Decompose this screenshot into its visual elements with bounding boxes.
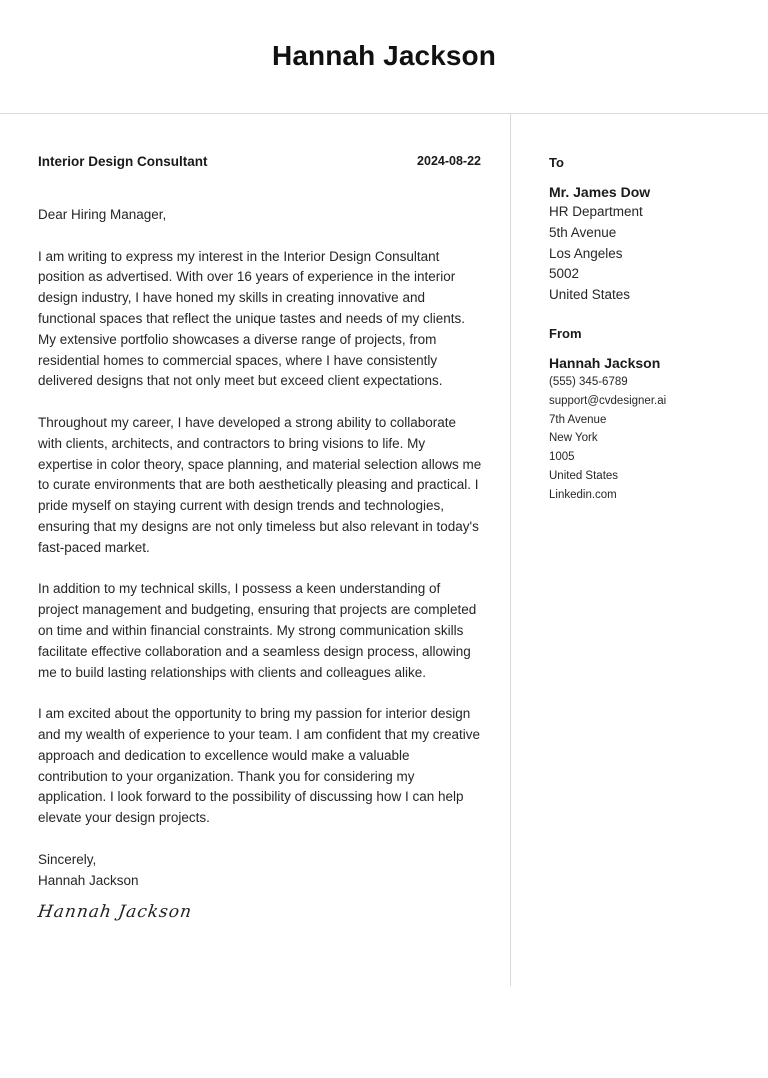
sender-country: United States: [549, 469, 619, 482]
from-label: From: [549, 325, 582, 341]
applicant-name-heading: Hannah Jackson: [272, 40, 496, 71]
sender-email: support@cvdesigner.ai: [549, 394, 667, 407]
handwritten-signature: Hannah Jackson: [36, 902, 194, 923]
letter-header: [0, 0, 768, 114]
to-label: To: [549, 155, 564, 170]
job-title: Interior Design Consultant: [38, 154, 208, 169]
closing-name: Hannah Jackson: [38, 872, 139, 888]
paragraph-2: Throughout my career, I have developed a strong ability to collaborate with clients, architects, and contractors to bring visions to life. My expertise in color theory, space planning, and material selection allows me to curate environments that are both aesthetically pleasing and practical. I pride myself on staying current with design trends and technologies, ensuring that my designs are not only timeless but also relevant in today's fast-paced market.: [38, 414, 482, 555]
sender-postal: 1005: [549, 451, 575, 464]
recipient-country: United States: [549, 287, 631, 303]
closing-phrase: Sincerely,: [38, 851, 97, 867]
recipient-postal: 5002: [549, 266, 580, 282]
closing-block: [38, 850, 483, 892]
sender-phone: (555) 345-6789: [549, 375, 628, 388]
paragraph-4: I am excited about the opportunity to bring my passion for interior design and my wealth of experience to your team. I am confident that my creative approach and dedication to excellence would make a valuable contribution to your organization. Thank you for considering my application. I look forward to the possibility of discussing how I can help elevate your design projects.: [38, 706, 480, 826]
sender-street: 7th Avenue: [549, 413, 607, 426]
letter-date: 2024-08-22: [417, 154, 481, 168]
letter-meta-row: [38, 154, 483, 174]
column-divider: [510, 114, 511, 986]
greeting: Dear Hiring Manager,: [38, 207, 167, 222]
recipient-city: Los Angeles: [549, 245, 623, 261]
recipient-department: HR Department: [549, 204, 643, 219]
sender-name: Hannah Jackson: [549, 354, 661, 371]
letter-body: [38, 154, 483, 922]
paragraph-1: I am writing to express my interest in the Interior Design Consultant position as advertised. With over 16 years of experience in the interior design industry, I have honed my skills in creating innovative and functional spaces that reflect the unique tastes and needs of my clients. My extensive portfolio showcases a diverse range of projects, from residential homes to commercial spaces, where I have consistently delivered designs that not only meet but exceed client expectations.: [38, 248, 466, 389]
address-sidebar: [549, 154, 759, 505]
sender-city: New York: [549, 432, 598, 445]
recipient-name: Mr. James Dow: [549, 184, 651, 200]
paragraph-3: In addition to my technical skills, I possess a keen understanding of project management and budgeting, ensuring that projects are completed on time and within financial constraints. My strong communication skills facilitate effective collaboration and a seamless design process, allowing me to build lasting relationships with clients and colleagues alike.: [38, 581, 477, 680]
sender-linkedin: Linkedin.com: [549, 488, 617, 501]
recipient-street: 5th Avenue: [549, 224, 617, 240]
